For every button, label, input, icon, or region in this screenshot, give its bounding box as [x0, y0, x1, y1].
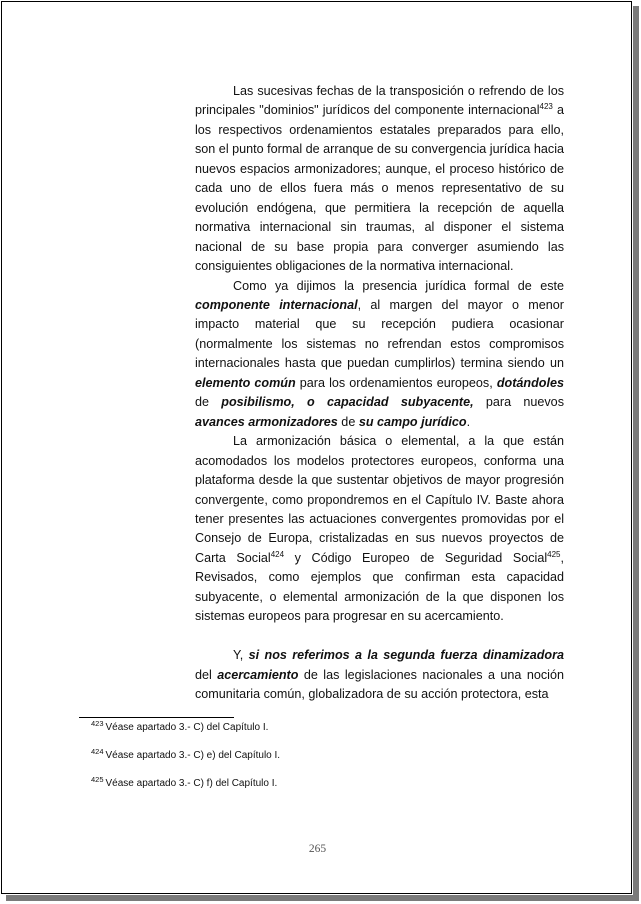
footnote-number: 424 — [91, 747, 104, 756]
footnote-text: Véase apartado 3.- C) f) del Capítulo I. — [105, 778, 278, 789]
footnote-424 — [91, 749, 491, 763]
p2-emphasis-5: avances armonizadores — [195, 414, 338, 429]
footnotes — [91, 721, 491, 805]
p2-emphasis-2: elemento común — [195, 375, 296, 390]
p4-text-a: Y, — [233, 648, 249, 663]
p4-emphasis-1: si nos referimos a la segunda fuerza dinamizadora — [248, 648, 564, 663]
footnote-number: 423 — [91, 719, 104, 728]
p3-text-a: La armonización básica o elemental, a la que están acomodados los modelos protectores europeos, conforma una plataforma desde la que sustentar objetivos de mayor progresión convergente, como propondremos en el Capítulo IV. Baste ahora tener presentes las actuaciones convergentes promovidas por el Consejo de Europa, cristalizadas en sus nuevos proyectos de Carta Social — [195, 434, 564, 565]
footnote-ref-423[interactable]: 423 — [539, 102, 553, 112]
footnote-number: 425 — [91, 775, 104, 784]
paragraph-2 — [195, 277, 564, 433]
p2-emphasis-6: su campo jurídico — [358, 414, 467, 429]
p4-emphasis-2: acercamiento — [217, 667, 299, 682]
p3-text-b: y Código Europeo de Seguridad Social — [284, 550, 548, 565]
page-shadow-bottom — [6, 895, 639, 901]
body-text — [195, 82, 564, 704]
p2-text-a: Como ya dijimos la presencia jurídica formal de este — [233, 278, 564, 293]
paragraph-3 — [195, 432, 564, 627]
page-number: 265 — [308, 843, 327, 855]
p2-emphasis-1: componente internacional — [195, 297, 358, 312]
p2-emphasis-4: posibilismo, o capacidad subyacente, — [221, 395, 474, 410]
p2-text-d: de — [195, 395, 222, 410]
p4-text-b: del — [195, 667, 218, 682]
p1-text-b: a los respectivos ordenamientos estatales preparados para ello, son el punto formal de arranque de su convergencia jurídica hacia nuevos espacios armonizadores; aunque, el proceso histórico de cada uno de ellos fuera más o menos representativo de su evolución endógena, que permitiera la recepción de aquella normativa internacional sin traumas, al disponer el sistema nacional de su base propia para converger asumiendo las consiguientes obligaciones de la normativa internacional. — [195, 103, 564, 274]
footnote-separator — [79, 717, 234, 718]
footnote-text: Véase apartado 3.- C) del Capítulo I. — [105, 722, 269, 733]
footnote-text: Véase apartado 3.- C) e) del Capítulo I. — [105, 750, 281, 761]
p4-text-c: de las legislaciones nacionales a una noción comunitaria común, globalizadora de su acción protectora, esta — [195, 667, 564, 702]
p2-text-e: para nuevos — [473, 395, 564, 410]
p2-text-b: , al margen del mayor o menor impacto material que su recepción pudiera ocasionar (normalmente los sistemas no refrendan estos compromisos internacionales hasta que puedan cumplirlos) termina siendo un — [195, 297, 564, 371]
footnote-425 — [91, 777, 491, 791]
paragraph-4 — [195, 646, 564, 704]
document-page — [1, 1, 632, 894]
page-shadow-right — [633, 6, 639, 900]
p2-text-c: para los ordenamientos europeos, — [295, 375, 497, 390]
p1-text-a: Las sucesivas fechas de la transposición o refrendo de los principales "dominios" jurídicos del componente internacional — [195, 84, 564, 118]
footnote-ref-425[interactable]: 425 — [547, 549, 561, 559]
footnote-ref-424[interactable]: 424 — [270, 549, 285, 559]
p2-emphasis-3: dotándoles — [496, 375, 564, 390]
p2-text-f: de — [337, 414, 359, 429]
footnote-423 — [91, 721, 491, 735]
p3-text-c: , Revisados, como ejemplos que confirman esta capacidad subyacente, o elemental armonización de la que disponen los sistemas europeos para progresar en su acercamiento. — [195, 550, 564, 624]
p2-text-g: . — [466, 414, 471, 429]
paragraph-1 — [195, 82, 564, 277]
